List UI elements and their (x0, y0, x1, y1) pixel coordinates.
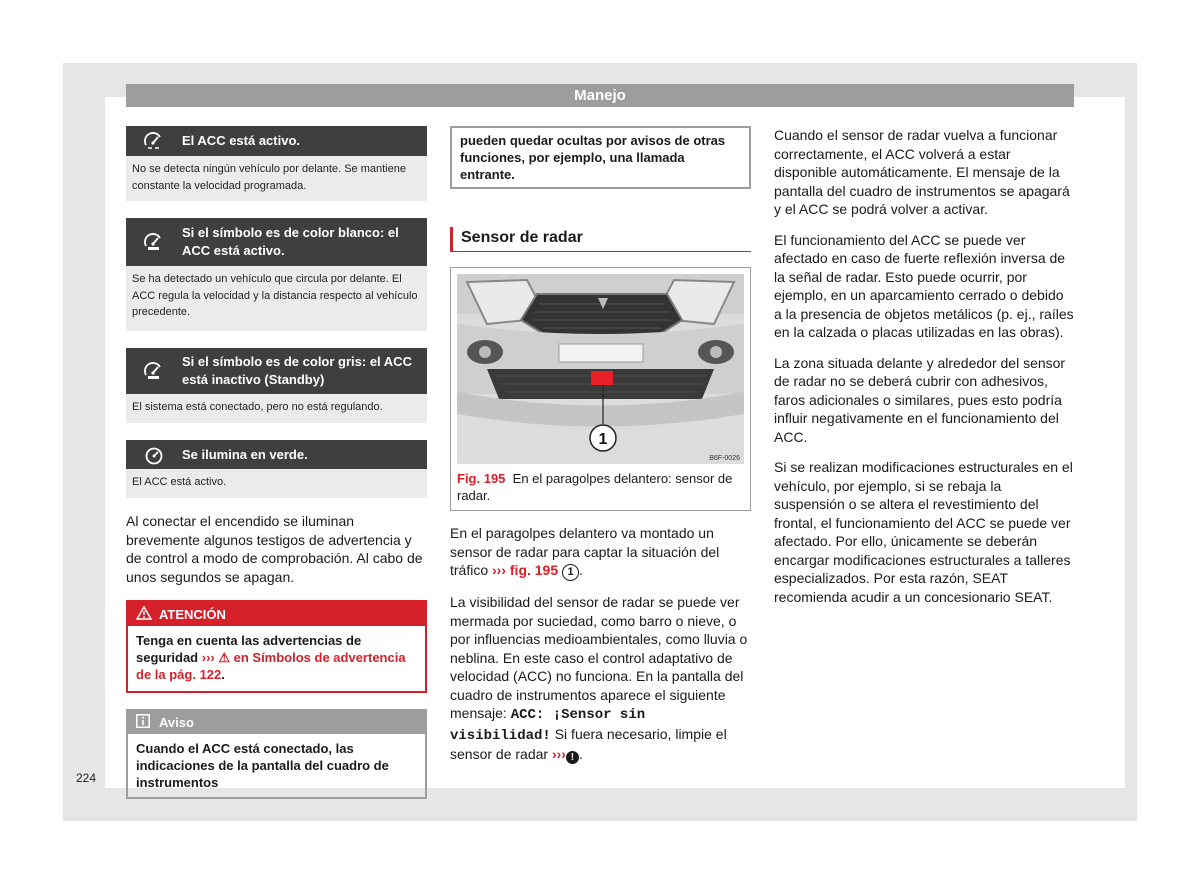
indicator-description: Se ha detectado un vehículo que circula por delante. El ACC regula la velocidad y la distancia respecto al vehículo precedente. (126, 266, 427, 331)
middle-column (450, 126, 751, 776)
warning-text-a: Tenga en cuenta las advertencias de seguridad (136, 633, 362, 665)
left-column (126, 126, 427, 799)
paragraph-text: En el paragolpes delantero va montado un sensor de radar para captar la situación del tráfico (450, 525, 720, 578)
indicator-title: El ACC está activo. (182, 133, 301, 148)
note-header (128, 711, 425, 734)
alert-circle-icon: ! (566, 751, 579, 764)
figure-code: B6F-0026 (709, 455, 740, 462)
page-header: Manejo (126, 84, 1074, 107)
figure-crossref-link[interactable]: ››› fig. 195 (492, 562, 559, 578)
indicator-title: Si el símbolo es de color blanco: el ACC está activo. (182, 225, 399, 258)
right-column (774, 126, 1074, 618)
indicator-title: Si el símbolo es de color gris: el ACC está inactivo (Standby) (182, 354, 412, 387)
indicator-header (126, 218, 427, 266)
note-box (126, 709, 427, 799)
warning-text (128, 626, 425, 691)
body-paragraph: El funcionamiento del ACC se puede ver afectado en caso de fuerte reflexión inversa de la señal de radar. Esto puede ocurrir, por ejemplo, en un aparcamiento cerrado o debido a la presencia de objetos metálicos (p. ej., raíles en la calzada o placas utilizadas en las obras). (774, 231, 1074, 340)
indicator-description: No se detecta ningún vehículo por delante. Se mantiene constante la velocidad programada. (126, 156, 427, 201)
acc-vehicle-ahead-icon (126, 361, 182, 381)
callout-reference: 1 (562, 564, 579, 581)
warning-text-b: . (221, 667, 225, 682)
body-paragraph: Al conectar el encendido se iluminan brevemente algunos testigos de advertencia y de control a modo de comprobación. Al cabo de unos segundos se apagan. (126, 513, 423, 585)
indicator-title: Se ilumina en verde. (182, 446, 308, 462)
body-paragraph: La zona situada delante y alrededor del sensor de radar no se deberá cubrir con adhesivos, faros adicionales o similares, pues esto podría influir negativamente en el funcionamiento del ACC. (774, 354, 1066, 445)
info-icon (136, 714, 150, 731)
body-paragraph (450, 593, 751, 764)
note-label: Aviso (159, 715, 194, 730)
figure-label: Fig. 195 (457, 471, 506, 486)
indicator-description: El sistema está conectado, pero no está regulando. (126, 394, 427, 423)
figure-callout: 1 (598, 431, 608, 448)
radar-sensor-image (457, 274, 744, 464)
figure (450, 267, 751, 511)
acc-vehicle-ahead-icon (126, 232, 182, 252)
warning-box (126, 600, 427, 693)
display-message: ACC: ¡Sensor sin visibilidad! (450, 707, 646, 744)
warning-header (128, 602, 425, 626)
body-paragraph: Si se realizan modificaciones estructurales en el vehículo, por ejemplo, si se rebaja la suspensión o se altera el revestimiento del frontal, el funcionamiento del ACC se puede ver afectado. Por ello, únicamente se deberán encargar modificaciones estructurales a talleres especializados. Por esta razón, SEAT recomienda acudir a un concesionario SEAT. (774, 459, 1073, 605)
note-continuation: pueden quedar ocultas por avisos de otras funciones, por ejemplo, una llamada entrante. (450, 126, 751, 189)
crossref-link[interactable]: ››› (551, 746, 566, 762)
section-title: Sensor de radar (450, 227, 751, 252)
paragraph-text: La visibilidad del sensor de radar se puede ver mermada por suciedad, como barro o nieve, o por influencias medioambientales, como lluvia o neblina. En este caso el control adaptativo de velocidad (ACC) no funciona. En la pantalla del cuadro de instrumentos aparece el siguiente mensaje: (450, 594, 748, 721)
warning-triangle-icon (136, 606, 152, 623)
paragraph-end: . (579, 562, 583, 578)
figure-caption (457, 464, 744, 504)
figure-caption-text: En el paragolpes delantero: sensor de radar. (457, 471, 733, 503)
body-paragraph: Cuando el sensor de radar vuelva a funcionar correctamente, el ACC volverá a estar disponible automáticamente. El mensaje de la pantalla del cuadro de instrumentos se apagará y el ACC se podrá volver a activar. (774, 127, 1070, 217)
indicator-box (126, 126, 427, 201)
warning-crossref-link[interactable]: ››› ⚠ en Símbolos de advertencia de la pág. 122 (136, 650, 406, 682)
acc-active-icon (126, 131, 182, 151)
indicator-header (126, 348, 427, 394)
note-text: Cuando el ACC está conectado, las indicaciones de la pantalla del cuadro de instrumentos (136, 741, 389, 790)
indicator-box (126, 440, 427, 498)
indicator-box (126, 218, 427, 331)
body-paragraph (450, 524, 751, 581)
indicator-header (126, 440, 427, 469)
paragraph-end: . (578, 746, 583, 762)
acc-speedometer-icon (126, 445, 182, 465)
indicator-description: El ACC está activo. (126, 469, 427, 498)
paragraph-text: Si fuera necesario, limpie el sensor de radar (450, 725, 727, 762)
indicator-box (126, 348, 427, 423)
warning-label: ATENCIÓN (159, 606, 226, 622)
page-number: 224 (76, 771, 97, 785)
indicator-header (126, 126, 427, 156)
